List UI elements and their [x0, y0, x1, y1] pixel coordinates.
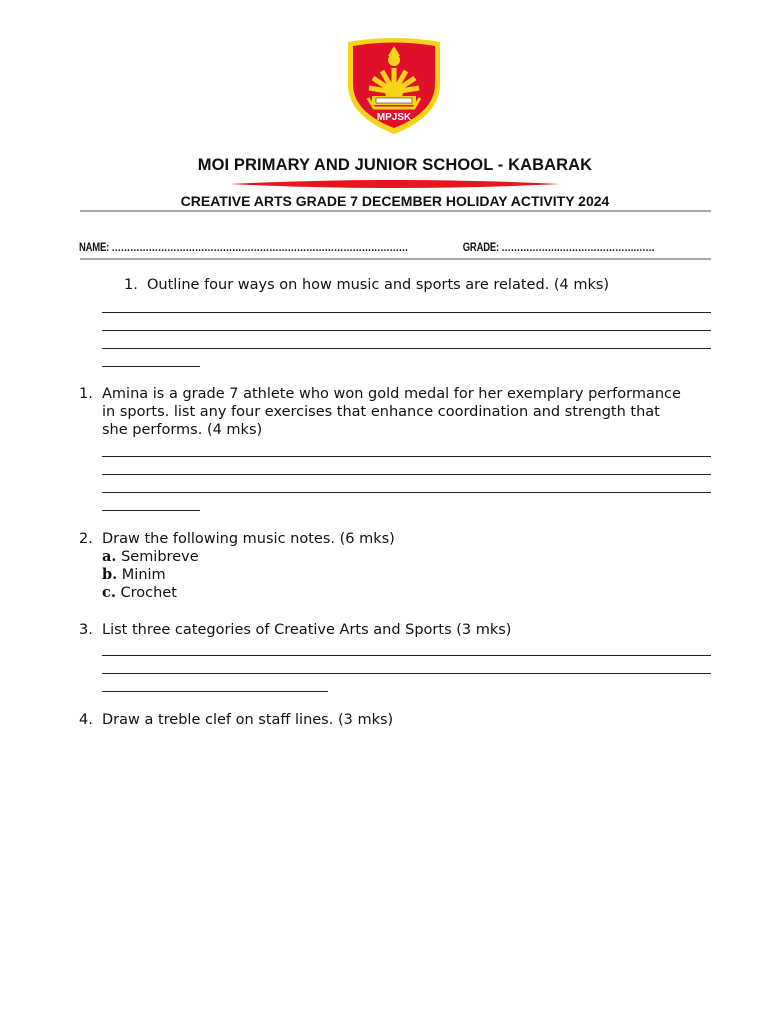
answer-line[interactable]: [102, 691, 328, 692]
exam-title: CREATIVE ARTS GRADE 7 DECEMBER HOLIDAY ACTIVITY 2024: [180, 193, 610, 209]
svg-text:MPJSK: MPJSK: [376, 112, 412, 123]
sub-item-a: a. Semibreve: [102, 548, 199, 565]
answer-line[interactable]: [102, 655, 711, 656]
red-divider: [230, 179, 560, 189]
question-number: 4.: [79, 712, 93, 728]
school-name: MOI PRIMARY AND JUNIOR SCHOOL - KABARAK: [197, 156, 593, 174]
question-text-line-2: in sports. list any four exercises that enhance coordination and strength that: [102, 404, 660, 420]
school-crest-logo: [344, 36, 444, 136]
name-field-label[interactable]: NAME: ……………………………………………………………………………………: [79, 242, 409, 254]
student-fields: [79, 242, 655, 258]
sub-item-c: c. Crochet: [102, 584, 177, 601]
question-number: 2.: [79, 531, 93, 547]
answer-line[interactable]: [102, 330, 711, 331]
fields-rule: [80, 258, 711, 260]
question-text: Draw a treble clef on staff lines. (3 mks): [102, 712, 394, 728]
answer-line[interactable]: [102, 456, 711, 457]
question-text-line-3: she performs. (4 mks): [102, 422, 263, 438]
answer-line[interactable]: [102, 312, 711, 313]
question-text: List three categories of Creative Arts and Sports (3 mks): [102, 622, 512, 638]
question-text: Draw the following music notes. (6 mks): [102, 531, 395, 547]
answer-line[interactable]: [102, 348, 711, 349]
question-number: 3.: [79, 622, 93, 638]
answer-line[interactable]: [102, 510, 200, 511]
answer-line[interactable]: [102, 492, 711, 493]
question-number: 1.: [79, 386, 93, 402]
header-rule: [80, 210, 711, 212]
question-text: Outline four ways on how music and sports are related. (4 mks): [147, 277, 610, 293]
question-number: 1.: [124, 277, 138, 293]
answer-line[interactable]: [102, 366, 200, 367]
answer-line[interactable]: [102, 474, 711, 475]
answer-line[interactable]: [102, 673, 711, 674]
question-text-line-1: Amina is a grade 7 athlete who won gold medal for her exemplary performance: [102, 386, 681, 402]
sub-item-b: b. Minim: [102, 566, 166, 583]
grade-field-label[interactable]: GRADE: ……………….…………………….……: [462, 242, 655, 254]
